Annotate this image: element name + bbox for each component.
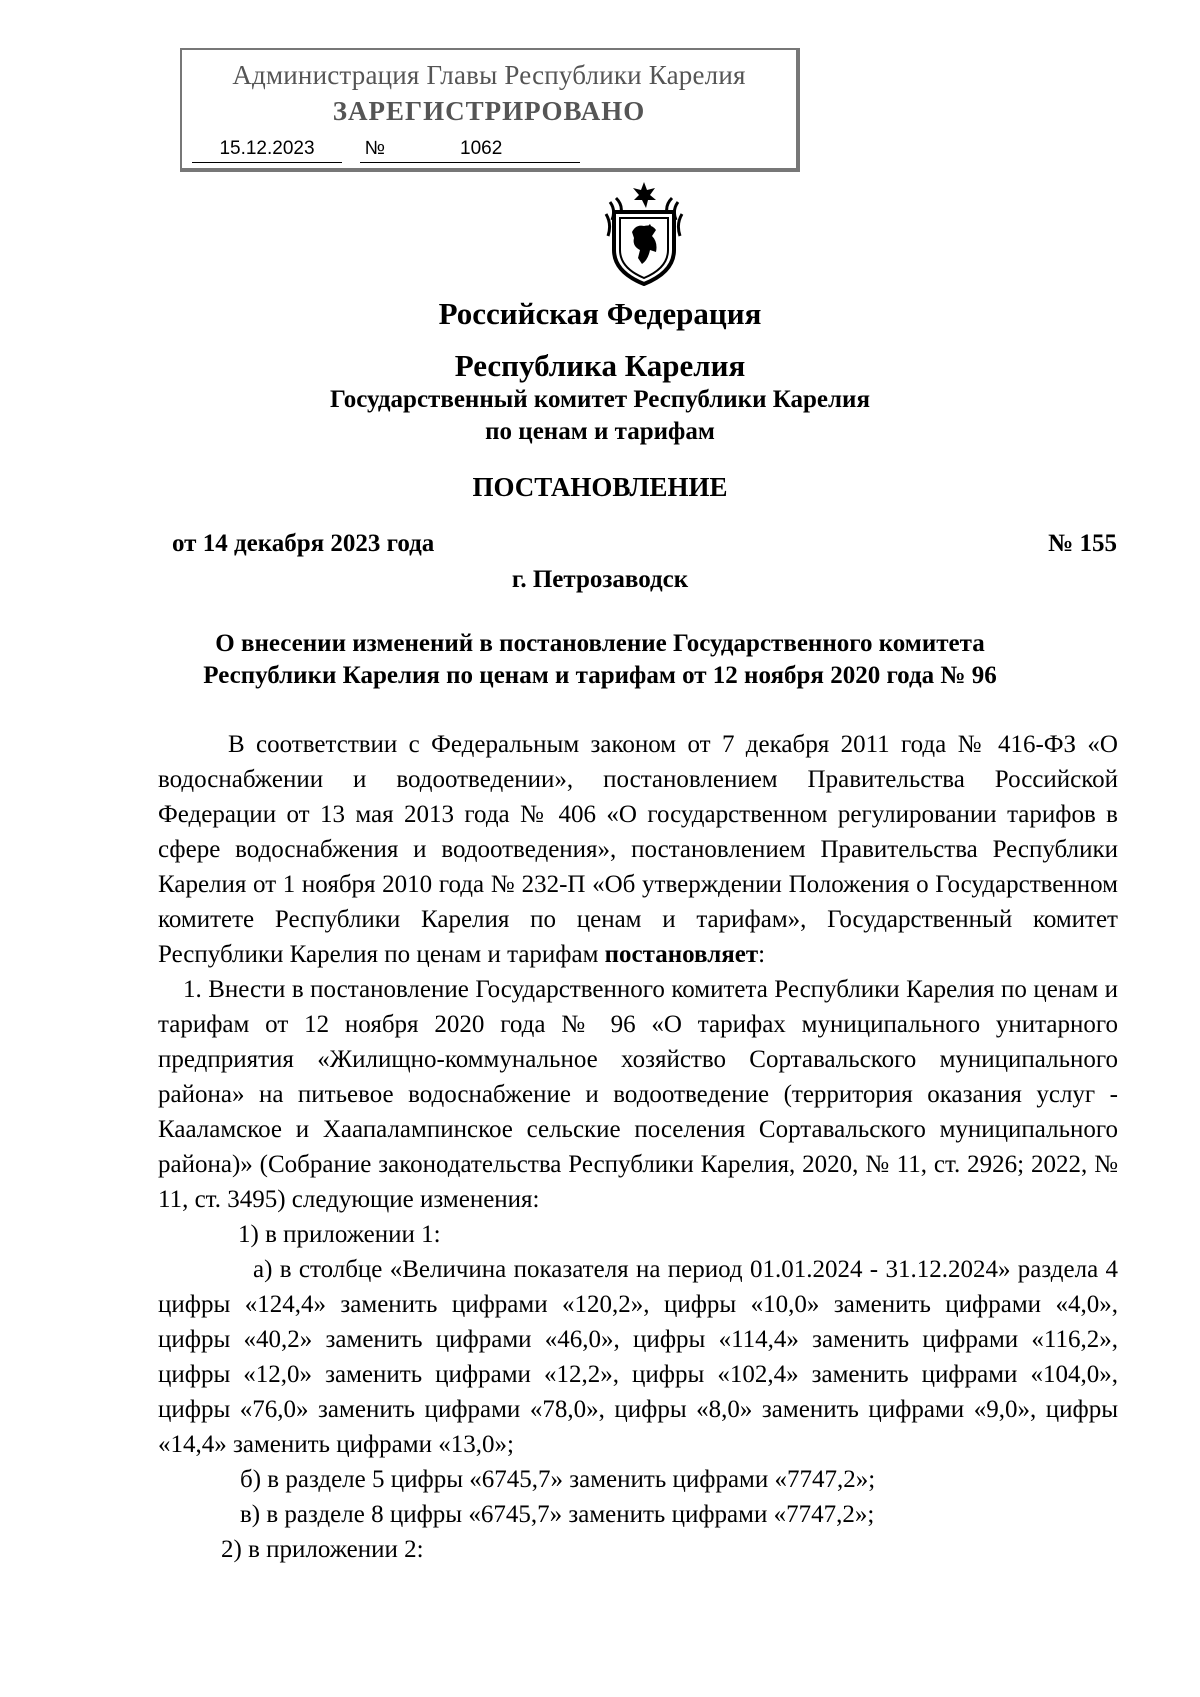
subject-line1: О внесении изменений в постановление Государственного комитета xyxy=(215,630,985,657)
stamp-date: 15.12.2023 xyxy=(192,136,342,163)
subitem-1-paragraph: 1) в приложении 1: xyxy=(238,1221,441,1248)
subitem-1c-paragraph: в) в разделе 8 цифры «6745,7» заменить цифрами «7747,2»; xyxy=(240,1501,875,1528)
stamp-number-label: № xyxy=(360,136,390,163)
registration-stamp xyxy=(180,48,800,172)
stamp-registered: ЗАРЕГИСТРИРОВАНО xyxy=(332,96,646,126)
country-title: Российская Федерация xyxy=(438,296,762,331)
item-1-paragraph: 1. Внести в постановление Государственного комитета Республики Карелия по ценам и тарифам от 12 ноября 2020 года № 96 «О тарифах муниципального унитарного предприятия «Жилищно-коммунальное хозяйство Сортавальского муниципального района» на питьевое водоснабжение и водоотведение (территория оказания услуг - Кааламское и Хаапалампинское сельские поселения Сортавальского муниципального района)» (Собрание законодательства Республики Карелия, 2020, № 11, ст. 2926; 2022, № 11, ст. 3495) следующие изменения: xyxy=(158,976,1118,1213)
preamble-text: В соответствии с Федеральным законом от 7 декабря 2011 года № 416-ФЗ «О водоснабжении и водоотведении», постановлением Правительства Российской Федерации от 13 мая 2013 года № 406 «О государственном регулировании тарифов в сфере водоснабжения и водоотведения», постановлением Правительства Республики Карелия от 1 ноября 2010 года № 232-П «Об утверждении Положения о Государственном комитете Республики Карелия по ценам и тарифам», Государственный комитет Республики Карелия по ценам и тарифам xyxy=(158,731,1118,968)
subitem-2-paragraph: 2) в приложении 2: xyxy=(221,1536,424,1563)
document-type: ПОСТАНОВЛЕНИЕ xyxy=(472,472,728,502)
stamp-registration-row xyxy=(182,136,602,166)
document-date: от 14 декабря 2023 года xyxy=(172,530,435,557)
document-body xyxy=(158,727,1118,1567)
preamble-decree-word: постановляет xyxy=(604,941,759,968)
committee-title-line2: по ценам и тарифам xyxy=(485,418,715,445)
subitem-1a-paragraph: а) в столбце «Величина показателя на период 01.01.2024 - 31.12.2024» раздела 4 цифры «124,4» заменить цифрами «120,2», цифры «10,0» заменить цифрами «4,0», цифры «40,2» заменить цифрами «46,0», цифры «114,4» заменить цифрами «116,2», цифры «12,0» заменить цифрами «12,2», цифры «102,4» заменить цифрами «104,0», цифры «76,0» заменить цифрами «78,0», цифры «8,0» заменить цифрами «9,0», цифры «14,4» заменить цифрами «13,0»; xyxy=(158,1256,1118,1458)
preamble-end: : xyxy=(758,941,766,968)
coat-of-arms-icon xyxy=(602,180,686,286)
committee-title-line1: Государственный комитет Республики Карелия xyxy=(330,386,870,413)
subject-line2: Республики Карелия по ценам и тарифам от 12 ноября 2020 года № 96 xyxy=(203,662,997,689)
stamp-number: 1062 xyxy=(390,136,580,163)
stamp-authority: Администрация Главы Республики Карелия xyxy=(232,60,746,90)
document-city: г. Петрозаводск xyxy=(511,566,689,593)
republic-title: Республика Карелия xyxy=(454,348,746,383)
preamble-paragraph xyxy=(158,727,1118,972)
subitem-1b-paragraph: б) в разделе 5 цифры «6745,7» заменить цифрами «7747,2»; xyxy=(240,1466,876,1493)
document-number: № 155 xyxy=(1048,530,1117,557)
document-subject xyxy=(0,628,1200,692)
